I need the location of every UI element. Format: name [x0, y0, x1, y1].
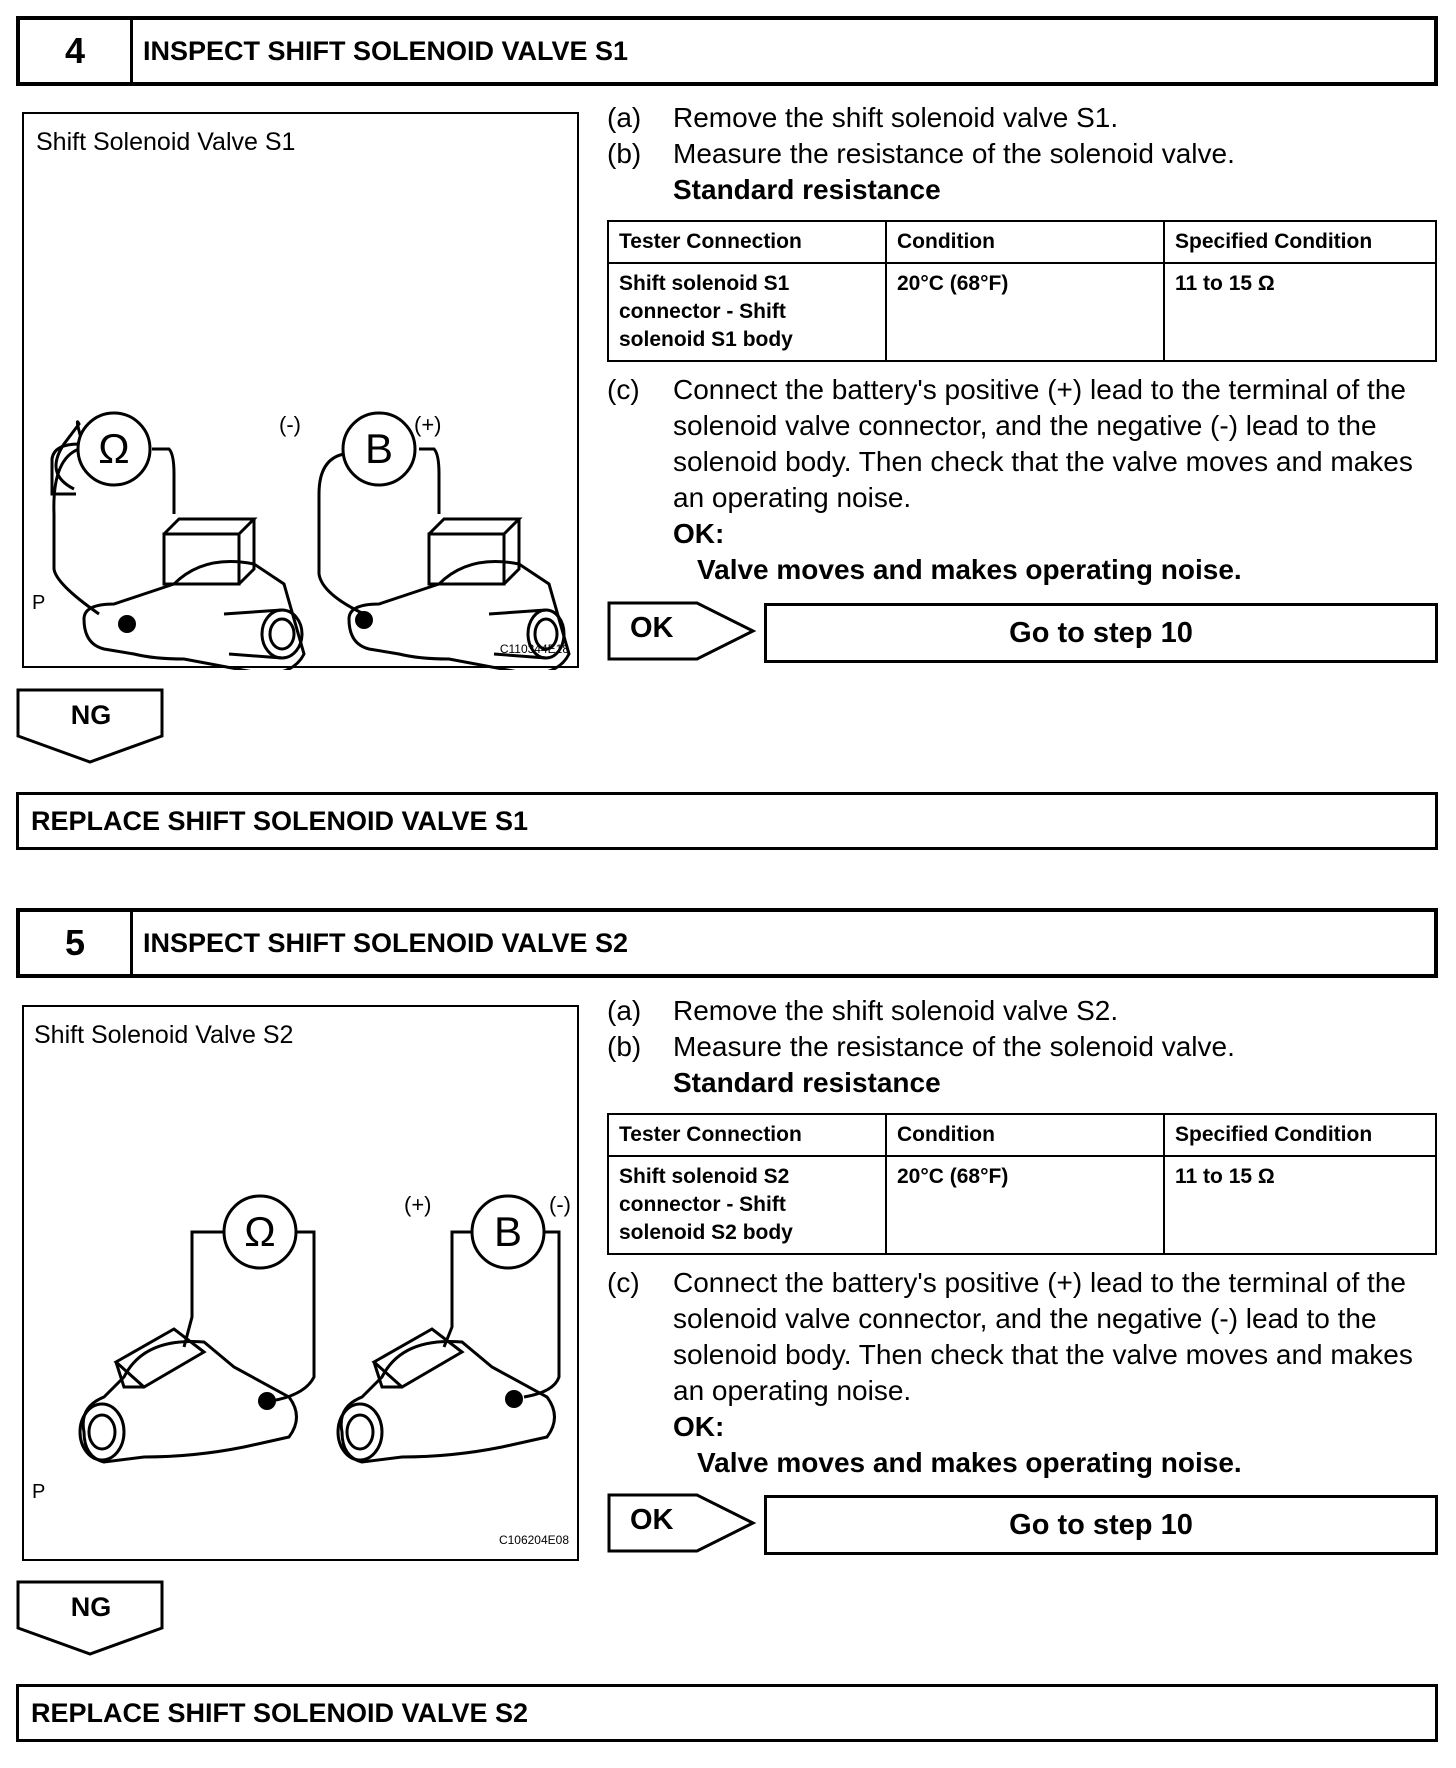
resistance-table	[607, 220, 1437, 362]
step-label: (c)	[607, 374, 640, 405]
step-header-4	[16, 16, 1438, 86]
table-header: Condition	[886, 221, 1164, 263]
step-b	[607, 136, 1447, 172]
battery-symbol: B	[364, 425, 393, 472]
ohmmeter-symbol: Ω	[98, 425, 130, 472]
step-text: Remove the shift solenoid valve S1.	[673, 102, 1119, 133]
standard-resistance-heading: Standard resistance	[673, 174, 941, 205]
table-cell: Shift solenoid S1 connector - Shift solenoid S1 body	[608, 263, 886, 361]
illustration-s1	[22, 112, 579, 668]
goto-step-button[interactable]: Go to step 10	[764, 603, 1438, 663]
table-cell: 20°C (68°F)	[886, 1156, 1164, 1254]
ok-label: OK	[630, 612, 674, 644]
solenoid-drawing	[24, 1007, 581, 1563]
ok-label: OK	[630, 1504, 674, 1536]
table-header: Specified Condition	[1164, 221, 1436, 263]
battery-negative-label: (-)	[279, 412, 301, 437]
figure-code: C106204E08	[498, 1533, 569, 1547]
p-label: P	[32, 592, 46, 614]
table-cell: 11 to 15 Ω	[1164, 263, 1436, 361]
figure-code: C110344E18	[499, 642, 569, 656]
step-title: INSPECT SHIFT SOLENOID VALVE S2	[143, 927, 629, 958]
step-text: Connect the battery's positive (+) lead to the terminal of the solenoid valve connector, and the negative (-) lead to the solenoid body. Then check that the valve moves and makes an operating noise.	[673, 374, 1413, 513]
step-c	[607, 372, 1447, 522]
step-label: (b)	[607, 1031, 642, 1062]
table-cell: Shift solenoid S2 connector - Shift solenoid S2 body	[608, 1156, 886, 1254]
step-label: (a)	[607, 102, 642, 133]
step-label: (b)	[607, 138, 642, 169]
step-number: 5	[20, 912, 133, 974]
ok-heading: OK:	[673, 1411, 725, 1442]
battery-positive-label: (+)	[404, 1192, 432, 1217]
illustration-s2	[22, 1005, 579, 1561]
step-a	[607, 100, 1447, 136]
goto-step-button[interactable]: Go to step 10	[764, 1495, 1438, 1555]
step-c	[607, 1265, 1447, 1415]
table-cell: 11 to 15 Ω	[1164, 1156, 1436, 1254]
step-header-5	[16, 908, 1438, 978]
battery-symbol: B	[493, 1208, 522, 1255]
step-text: Measure the resistance of the solenoid valve.	[673, 138, 1235, 169]
step-text: Connect the battery's positive (+) lead to the terminal of the solenoid valve connector, and the negative (-) lead to the solenoid body. Then check that the valve moves and makes an operating noise.	[673, 1267, 1413, 1406]
standard-resistance-heading: Standard resistance	[673, 1067, 941, 1098]
table-header: Tester Connection	[608, 221, 886, 263]
battery-positive-label: (+)	[414, 412, 442, 437]
replace-action: REPLACE SHIFT SOLENOID VALVE S1	[16, 792, 1438, 850]
step-b	[607, 1029, 1447, 1065]
battery-negative-label: (-)	[549, 1192, 571, 1217]
step-label: (c)	[607, 1267, 640, 1298]
solenoid-drawing	[24, 114, 581, 670]
table-header: Condition	[886, 1114, 1164, 1156]
ng-label: NG	[70, 700, 112, 730]
ohmmeter-symbol: Ω	[244, 1208, 276, 1255]
ng-label: NG	[70, 1592, 112, 1622]
illustration-caption: Shift Solenoid Valve S2	[34, 1021, 294, 1049]
step-text: Remove the shift solenoid valve S2.	[673, 995, 1119, 1026]
table-cell: 20°C (68°F)	[886, 263, 1164, 361]
ok-criteria: Valve moves and makes operating noise.	[697, 554, 1242, 585]
step-number: 4	[20, 20, 133, 82]
p-label: P	[32, 1481, 46, 1503]
replace-action: REPLACE SHIFT SOLENOID VALVE S2	[16, 1684, 1438, 1742]
step-a	[607, 993, 1447, 1029]
table-header: Tester Connection	[608, 1114, 886, 1156]
ok-criteria: Valve moves and makes operating noise.	[697, 1447, 1242, 1478]
ok-heading: OK:	[673, 518, 725, 549]
table-header: Specified Condition	[1164, 1114, 1436, 1156]
step-label: (a)	[607, 995, 642, 1026]
illustration-caption: Shift Solenoid Valve S1	[36, 128, 296, 156]
step-text: Measure the resistance of the solenoid valve.	[673, 1031, 1235, 1062]
resistance-table	[607, 1113, 1437, 1255]
step-title: INSPECT SHIFT SOLENOID VALVE S1	[143, 35, 629, 66]
